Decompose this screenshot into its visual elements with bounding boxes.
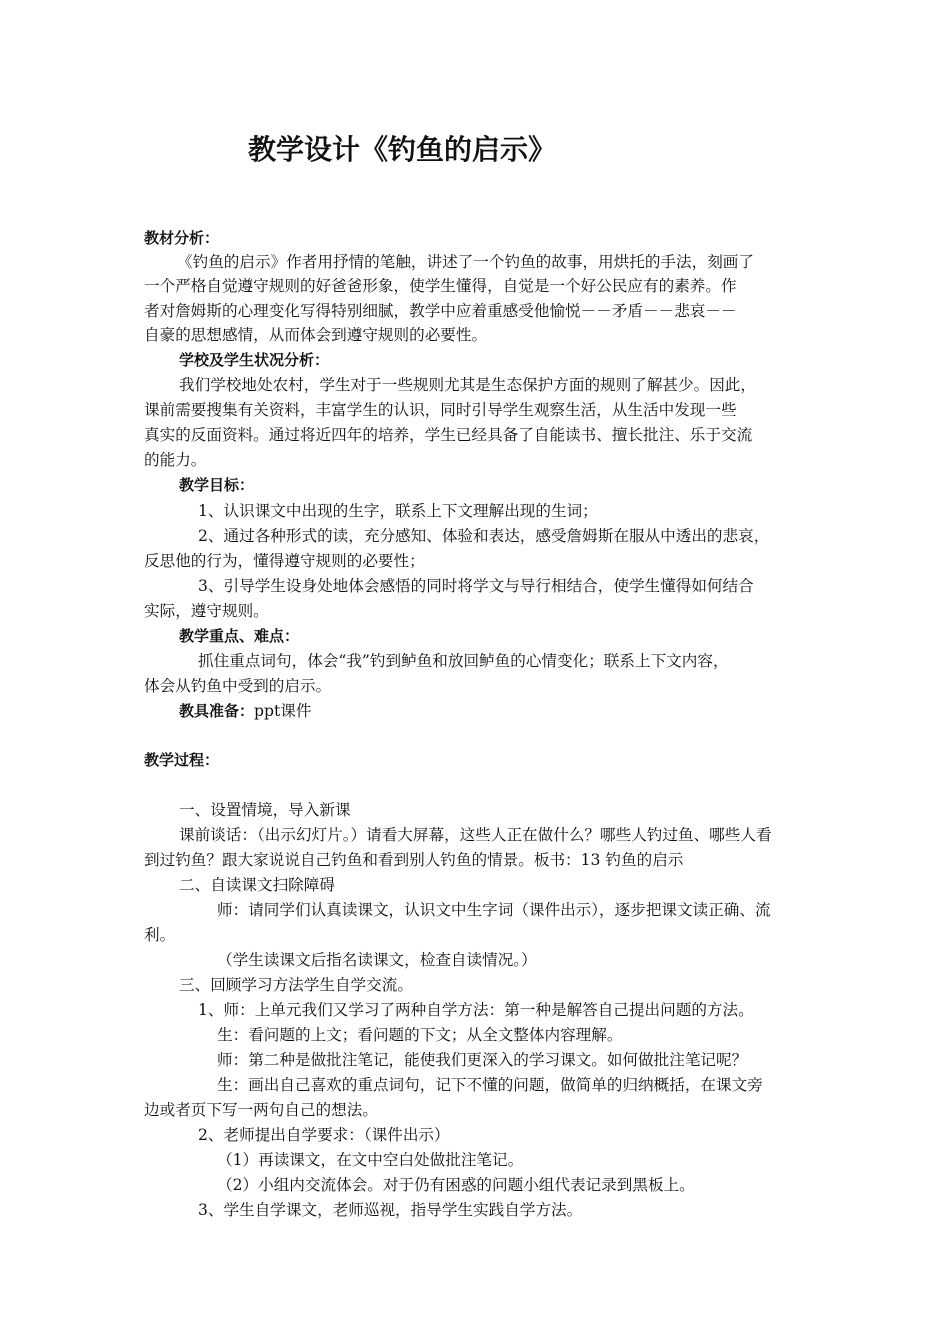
material-line-2: 一个严格自觉遵守规则的好爸爸形象，使学生懂得，自觉是一个好公民应有的素养。作 — [144, 277, 737, 295]
key-points-heading: 教学重点、难点： — [179, 627, 300, 645]
process-line-4: 二、自读课文扫除障碍 — [179, 876, 335, 894]
teaching-goals-heading: 教学目标： — [179, 476, 255, 494]
process-line-5: 师：请同学们认真读课文，认识文中生字词（课件出示），逐步把课文读正确、流 — [217, 901, 771, 919]
process-line-7: （学生读课文后指名读课文，检查自读情况。） — [217, 951, 537, 969]
material-analysis-heading: 教材分析： — [144, 229, 220, 247]
school-line-3: 真实的反面资料。通过将近四年的培养，学生已经具备了自能读书、擅长批注、乐于交流 — [144, 426, 753, 444]
key-line-2: 体会从钓鱼中受到的启示。 — [144, 677, 332, 695]
material-line-4: 自豪的思想感情，从而体会到遵守规则的必要性。 — [144, 326, 488, 344]
material-line-1: 《钓鱼的启示》作者用抒情的笔触，讲述了一个钓鱼的故事，用烘托的手法，刻画了 — [177, 253, 754, 271]
process-line-8: 三、回顾学习方法学生自学交流。 — [179, 976, 413, 994]
process-line-16: （2）小组内交流体会。对于仍有困惑的问题小组代表记录到黑板上。 — [217, 1176, 695, 1194]
teaching-tools-heading: 教具准备： — [179, 702, 255, 720]
process-line-10: 生：看问题的上文；看问题的下文；从全文整体内容理解。 — [217, 1026, 623, 1044]
key-line-1: 抓住重点词句，体会“我”钓到鲈鱼和放回鲈鱼的心情变化；联系上下文内容， — [198, 652, 729, 670]
goal-line-2: 2、通过各种形式的读，充分感知、体验和表达，感受詹姆斯在服从中透出的悲哀， — [198, 527, 770, 545]
goal-line-1: 1、认识课文中出现的生字，联系上下文理解出现的生词； — [198, 502, 598, 520]
goal-line-5: 实际，遵守规则。 — [144, 602, 269, 620]
process-line-17: 3、学生自学课文，老师巡视，指导学生实践自学方法。 — [198, 1201, 583, 1219]
process-line-6: 利。 — [144, 926, 176, 944]
process-line-11: 师：第二种是做批注笔记，能使我们更深入的学习课文。如何做批注笔记呢？ — [217, 1051, 748, 1069]
process-line-9: 1、师：上单元我们又学习了两种自学方法：第一种是解答自己提出问题的方法。 — [198, 1001, 754, 1019]
material-line-3: 者对詹姆斯的心理变化写得特别细腻，教学中应着重感受他愉悦－－矛盾－－悲哀－－ — [144, 302, 737, 320]
process-line-12: 生：画出自己喜欢的重点词句，记下不懂的问题，做简单的归纳概括，在课文旁 — [217, 1076, 763, 1094]
goal-line-3: 反思他的行为，懂得遵守规则的必要性； — [144, 552, 425, 570]
process-line-13: 边或者页下写一两句自己的想法。 — [144, 1101, 378, 1119]
school-line-4: 的能力。 — [144, 451, 207, 469]
process-line-15: （1）再读课文，在文中空白处做批注笔记。 — [217, 1151, 524, 1169]
process-line-2: 课前谈话：（出示幻灯片。）请看大屏幕，这些人正在做什么？哪些人钓过鱼、哪些人看 — [179, 826, 772, 844]
document-title: 教学设计《钓鱼的启示》 — [248, 133, 557, 166]
process-line-14: 2、老师提出自学要求：（课件出示） — [198, 1126, 450, 1144]
goal-line-4: 3、引导学生设身处地体会感悟的同时将学文与导行相结合，使学生懂得如何结合 — [198, 577, 754, 595]
teaching-tools-row — [179, 699, 311, 724]
process-line-3: 到过钓鱼？跟大家说说自己钓鱼和看到别人钓鱼的情景。板书：13 钓鱼的启示 — [144, 851, 684, 869]
school-line-2: 课前需要搜集有关资料，丰富学生的认识，同时引导学生观察生活，从生活中发现一些 — [144, 401, 737, 419]
process-line-1: 一、设置情境，导入新课 — [179, 801, 351, 819]
teaching-process-heading: 教学过程： — [144, 751, 220, 769]
school-line-1: 我们学校地处农村，学生对于一些规则尤其是生态保护方面的规则了解甚少。因此， — [179, 376, 756, 394]
school-analysis-heading: 学校及学生状况分析： — [179, 351, 330, 369]
teaching-tools-value: ppt课件 — [254, 702, 312, 720]
